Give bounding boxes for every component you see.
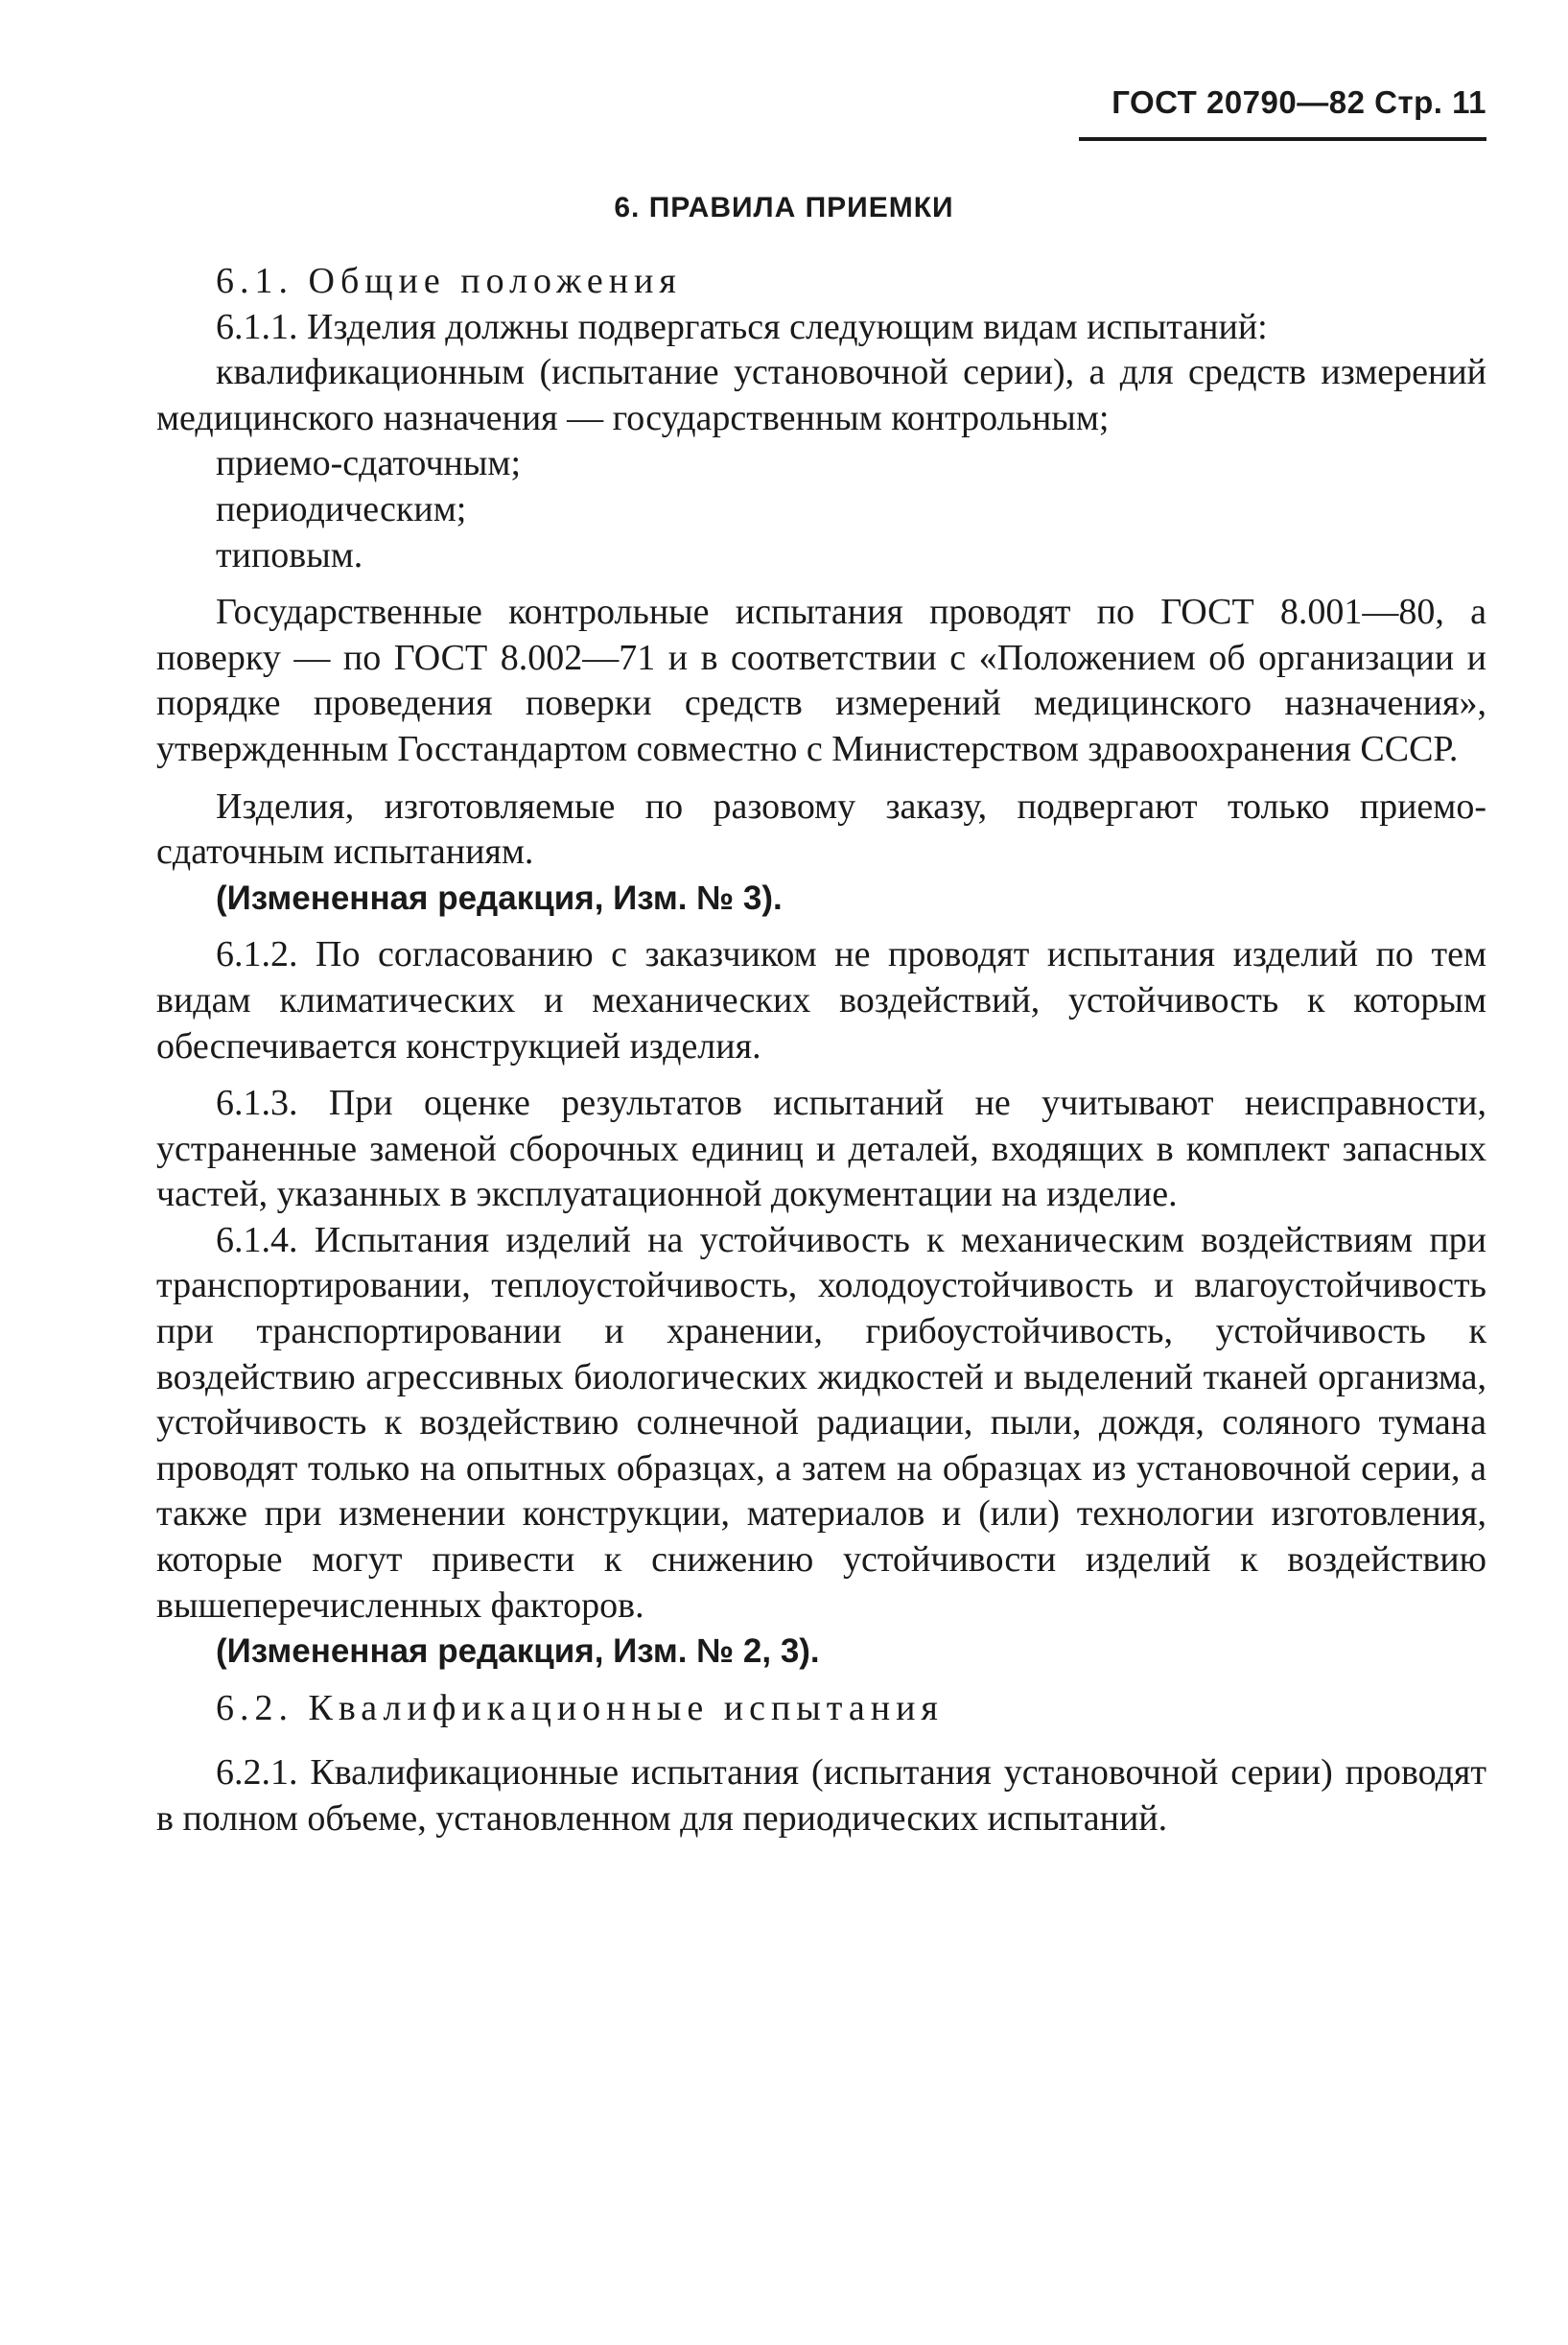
paragraph-single-order: Изделия, изготовляемые по разовому заказу, подвергают только приемо-сдаточным испытаниям. (156, 786, 1486, 873)
clause-6-1-2: 6.1.2. По согласованию с заказчиком не проводят испытания изделий по тем видам климатических и механических воздействий, устойчивость к которым обеспечивается конструкцией изделия. (156, 934, 1486, 1067)
list-item: приемо-сдаточным; (216, 443, 522, 484)
amendment-note: (Измененная редакция, Изм. № 2, 3). (216, 1632, 820, 1671)
section-title: 6. ПРАВИЛА ПРИЕМКИ (614, 192, 954, 223)
subsection-heading-6-1: 6.1. Общие положения (216, 261, 682, 301)
clause-6-1-4: 6.1.4. Испытания изделий на устойчивость к механическим воздействиям при транспортировании, теплоустойчивость, холодоустойчивость и влагоустойчивость при транспортировании и хранении, грибоустойчивость, устойчивость к воздействию агрессивных биологических жидкостей и выделений тканей организма, устойчивость к воздействию солнечной радиации, пыли, дождя, соляного тумана проводят только на опытных образцах, а затем на образцах из установочной серии, а также при изменении конструкции, материалов и (или) технологии изготовления, которые могут привести к снижению устойчивости изделий к воздействию вышеперечисленных факторов. (156, 1219, 1486, 1626)
list-item: типовым. (216, 534, 363, 575)
clause-6-1-3: 6.1.3. При оценке результатов испытаний не учитывают неисправности, устраненные заменой сборочных единиц и деталей, входящих в комплект запасных частей, указанных в эксплуатационной документации на изделие. (156, 1083, 1486, 1215)
list-item: периодическим; (216, 488, 467, 529)
amendment-note: (Измененная редакция, Изм. № 3). (216, 879, 783, 917)
paragraph-state-tests: Государственные контрольные испытания проводят по ГОСТ 8.001—80, а поверку — по ГОСТ 8.002—71 и в соответствии с «Положением об организации и порядке проведения поверки средств измерений медицинского назначения», утвержденным Госстандартом совместно с Министерством здравоохранения СССР. (156, 592, 1486, 769)
clause-6-2-1: 6.2.1. Квалификационные испытания (испытания установочной серии) проводят в полном объеме, установленном для периодических испытаний. (156, 1752, 1486, 1839)
clause-6-1-1: 6.1.1. Изделия должны подвергаться следующим видам испытаний: (216, 306, 1268, 347)
document-body (156, 259, 1486, 1842)
header-rule (1079, 137, 1486, 141)
list-item: квалификационным (испытание установочной серии), а для средств измерений медицинского назначения — государственным контрольным; (156, 352, 1486, 438)
page-header: ГОСТ 20790—82 Стр. 11 (1112, 84, 1486, 120)
subsection-heading-6-2: 6.2. Квалификационные испытания (216, 1687, 944, 1728)
